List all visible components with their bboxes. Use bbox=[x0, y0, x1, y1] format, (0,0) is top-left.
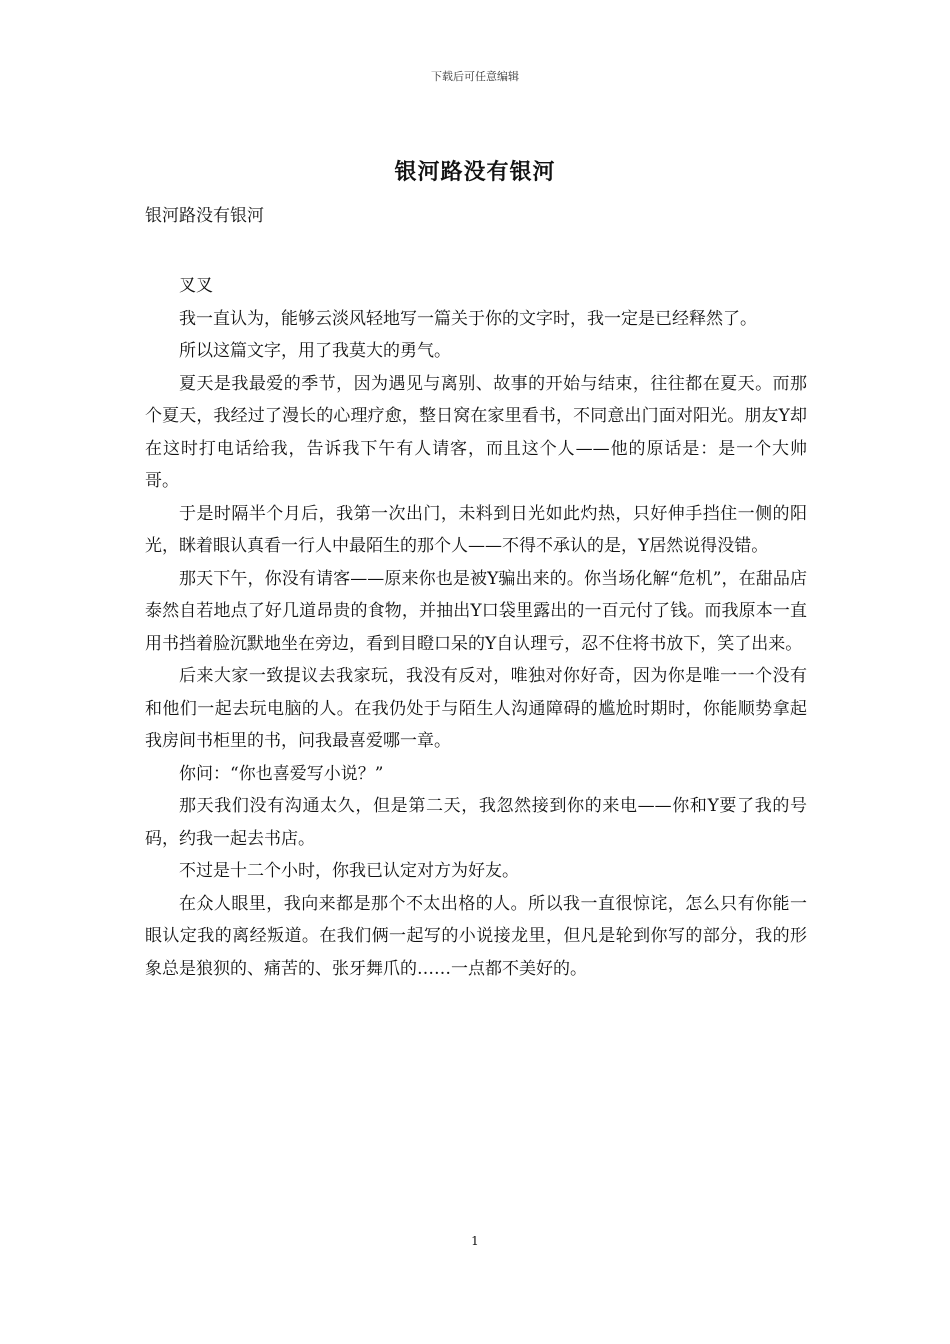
paragraph: 后来大家一致提议去我家玩，我没有反对，唯独对你好奇，因为你是唯一一个没有和他们一起去玩电脑的人。在我仍处于与陌生人沟通障碍的尴尬时期时，你能顺势拿起我房间书柜里的书，问我最喜爱哪一章。 bbox=[145, 666, 807, 751]
header-note: 下载后可任意编辑 bbox=[431, 70, 519, 83]
paragraph: 夏天是我最爱的季节，因为遇见与离别、故事的开始与结束，往往都在夏天。而那个夏天，我经过了漫长的心理疗愈，整日窝在家里看书，不同意出门面对阳光。朋友Y却在这时打电话给我，告诉我下午有人请客，而且这个人——他的原话是：是一个大帅哥。 bbox=[145, 373, 807, 491]
document-title: 银河路没有银河 bbox=[394, 159, 556, 185]
paragraph: 不过是十二个小时，你我已认定对方为好友。 bbox=[179, 861, 519, 881]
paragraph: 在众人眼里，我向来都是那个不太出格的人。所以我一直很惊诧，怎么只有你能一眼认定我的离经叛道。在我们俩一起写的小说接龙里，但凡是轮到你写的部分，我的形象总是狼狈的、痛苦的、张牙舞爪的……一点都不美好的。 bbox=[145, 893, 807, 979]
document-subtitle: 银河路没有银河 bbox=[145, 206, 264, 226]
page-number: 1 bbox=[471, 1234, 479, 1248]
paragraph: 那天我们没有沟通太久，但是第二天，我忽然接到你的来电——你和Y要了我的号码，约我一起去书店。 bbox=[145, 796, 807, 849]
paragraph: 于是时隔半个月后，我第一次出门，未料到日光如此灼热，只好伸手挡住一侧的阳光，眯着眼认真看一行人中最陌生的那个人——不得不承认的是，Y居然说得没错。 bbox=[145, 503, 807, 556]
paragraph: 那天下午，你没有请客——原来你也是被Y骗出来的。你当场化解“危机”，在甜品店泰然自若地点了好几道昂贵的食物，并抽出Y口袋里露出的一百元付了钱。而我原本一直用书挡着脸沉默地坐在旁边，看到目瞪口呆的Y自认理亏，忍不住将书放下，笑了出来。 bbox=[145, 568, 807, 654]
paragraph: 我一直认为，能够云淡风轻地写一篇关于你的文字时，我一定是已经释然了。 bbox=[179, 308, 757, 329]
paragraph: 你问：“你也喜爱写小说？” bbox=[179, 763, 384, 784]
body-text bbox=[145, 270, 807, 985]
paragraph: 所以这篇文字，用了我莫大的勇气。 bbox=[179, 341, 451, 361]
paragraph-author: 叉叉 bbox=[179, 276, 213, 296]
